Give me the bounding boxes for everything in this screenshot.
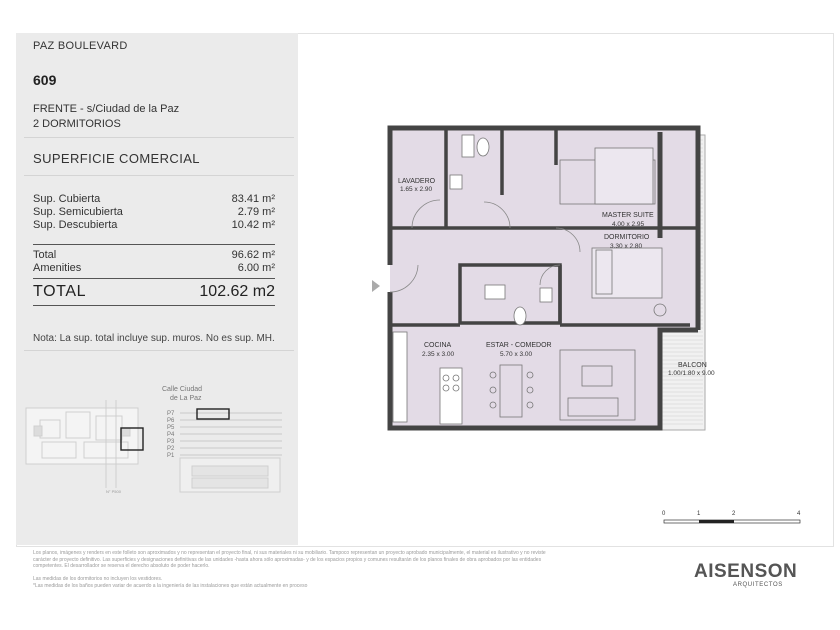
divider xyxy=(24,175,294,176)
surface-label: Sup. Cubierta xyxy=(33,193,101,205)
disclaimer-line: carácter de proyecto definitivo. Las superficies y designaciones definitivas de las unidades -hasta ahora sólo aproximadas- y de los espacios propios y comunes resultarán de los planos finales de obra aprobados por las entidades xyxy=(33,556,542,563)
brand-logo: AISENSON xyxy=(694,561,798,582)
unit-number: 609 xyxy=(33,72,57,88)
floor-label: P1 xyxy=(167,453,175,459)
room-dims: 5.70 x 3.00 xyxy=(500,351,533,358)
disclaimer-line: competentes. El desarrollador se reserva el derecho absoluto de poder hacerlo. xyxy=(33,563,210,570)
room-name: COCINA xyxy=(424,342,452,349)
grand-total-label: TOTAL xyxy=(33,283,87,300)
disclaimer-line: *Las medidas de los baños pueden variar de acuerdo a la ingeniería de las instalaciones que están actualmente en proceso xyxy=(33,582,308,589)
surface-note: Nota: La sup. total incluye sup. muros. No es sup. MH. xyxy=(33,333,275,344)
street-label: de La Paz xyxy=(170,395,202,402)
floor-label: P6 xyxy=(167,418,175,424)
divider xyxy=(33,305,275,306)
legal-disclaimer xyxy=(33,550,673,590)
divider xyxy=(24,137,294,138)
unit-orientation: FRENTE - s/Ciudad de la Paz xyxy=(33,103,180,115)
scale-bar xyxy=(660,508,810,528)
section-title: SUPERFICIE COMERCIAL xyxy=(33,151,200,166)
room-name: MASTER SUITE xyxy=(602,212,654,219)
subtotal-label: Amenities xyxy=(33,262,82,274)
disclaimer-line: Los planos, imágenes y renders en este folleto son aproximados y no representan el proyecto final, ni sus materiales ni su mobiliario. Tampoco representan un proyecto aprobado municipalmente, el material es ilustrativo y no reviste xyxy=(33,550,546,556)
unit-bedrooms: 2 DORMITORIOS xyxy=(33,118,121,130)
divider xyxy=(33,278,275,279)
floor-label: P5 xyxy=(167,425,175,431)
room-name: LAVADERO xyxy=(398,178,436,185)
surface-value: 2.79 m² xyxy=(237,206,275,218)
entry-arrow-icon xyxy=(372,280,380,292)
room-name: DORMITORIO xyxy=(604,234,650,241)
building-base xyxy=(180,458,280,492)
floor-label: P7 xyxy=(167,411,175,417)
unit-floor-highlight xyxy=(197,409,229,419)
divider xyxy=(33,244,275,245)
floor-plan xyxy=(360,120,720,450)
key-plan xyxy=(20,380,290,500)
scale-tick-label: 0 xyxy=(662,511,666,517)
scale-tick-label: 2 xyxy=(732,511,736,517)
subtotal-value: 96.62 m² xyxy=(231,249,275,261)
scale-tick-label: 1 xyxy=(697,511,701,517)
room-dims: 1.00/1.80 x 9.00 xyxy=(668,370,715,377)
brand-subtitle: ARQUITECTOS xyxy=(733,582,783,588)
room-name: ESTAR - COMEDOR xyxy=(486,342,552,349)
floor-label: P2 xyxy=(167,446,175,452)
divider xyxy=(24,350,294,351)
disclaimer-line: Las medidas de los dormitorios no incluyen los vestidores. xyxy=(33,576,163,583)
surface-value: 10.42 m² xyxy=(231,219,275,231)
room-dims: 1.65 x 2.90 xyxy=(400,186,433,193)
grand-total-value: 102.62 m2 xyxy=(199,283,275,300)
floor-label: P3 xyxy=(167,439,175,445)
room-dims: 3.30 x 2.80 xyxy=(610,243,643,250)
subtotal-value: 6.00 m² xyxy=(237,262,275,274)
north-label: N° P500 xyxy=(106,489,121,494)
street-label: Calle Ciudad xyxy=(162,386,203,393)
surface-label: Sup. Descubierta xyxy=(33,219,118,231)
floor-label: P4 xyxy=(167,432,175,438)
surface-label: Sup. Semicubierta xyxy=(33,206,123,218)
subtotal-label: Total xyxy=(33,249,57,261)
room-name: BALCON xyxy=(678,362,707,369)
surface-value: 83.41 m² xyxy=(231,193,275,205)
floor-stack xyxy=(167,411,282,459)
room-dims: 2.35 x 3.00 xyxy=(422,351,455,358)
project-name: PAZ BOULEVARD xyxy=(33,40,128,52)
scale-tick-label: 4 xyxy=(797,511,801,517)
disclaimer-line xyxy=(33,570,673,577)
room-dims: 4.00 x 2.95 xyxy=(612,221,645,228)
